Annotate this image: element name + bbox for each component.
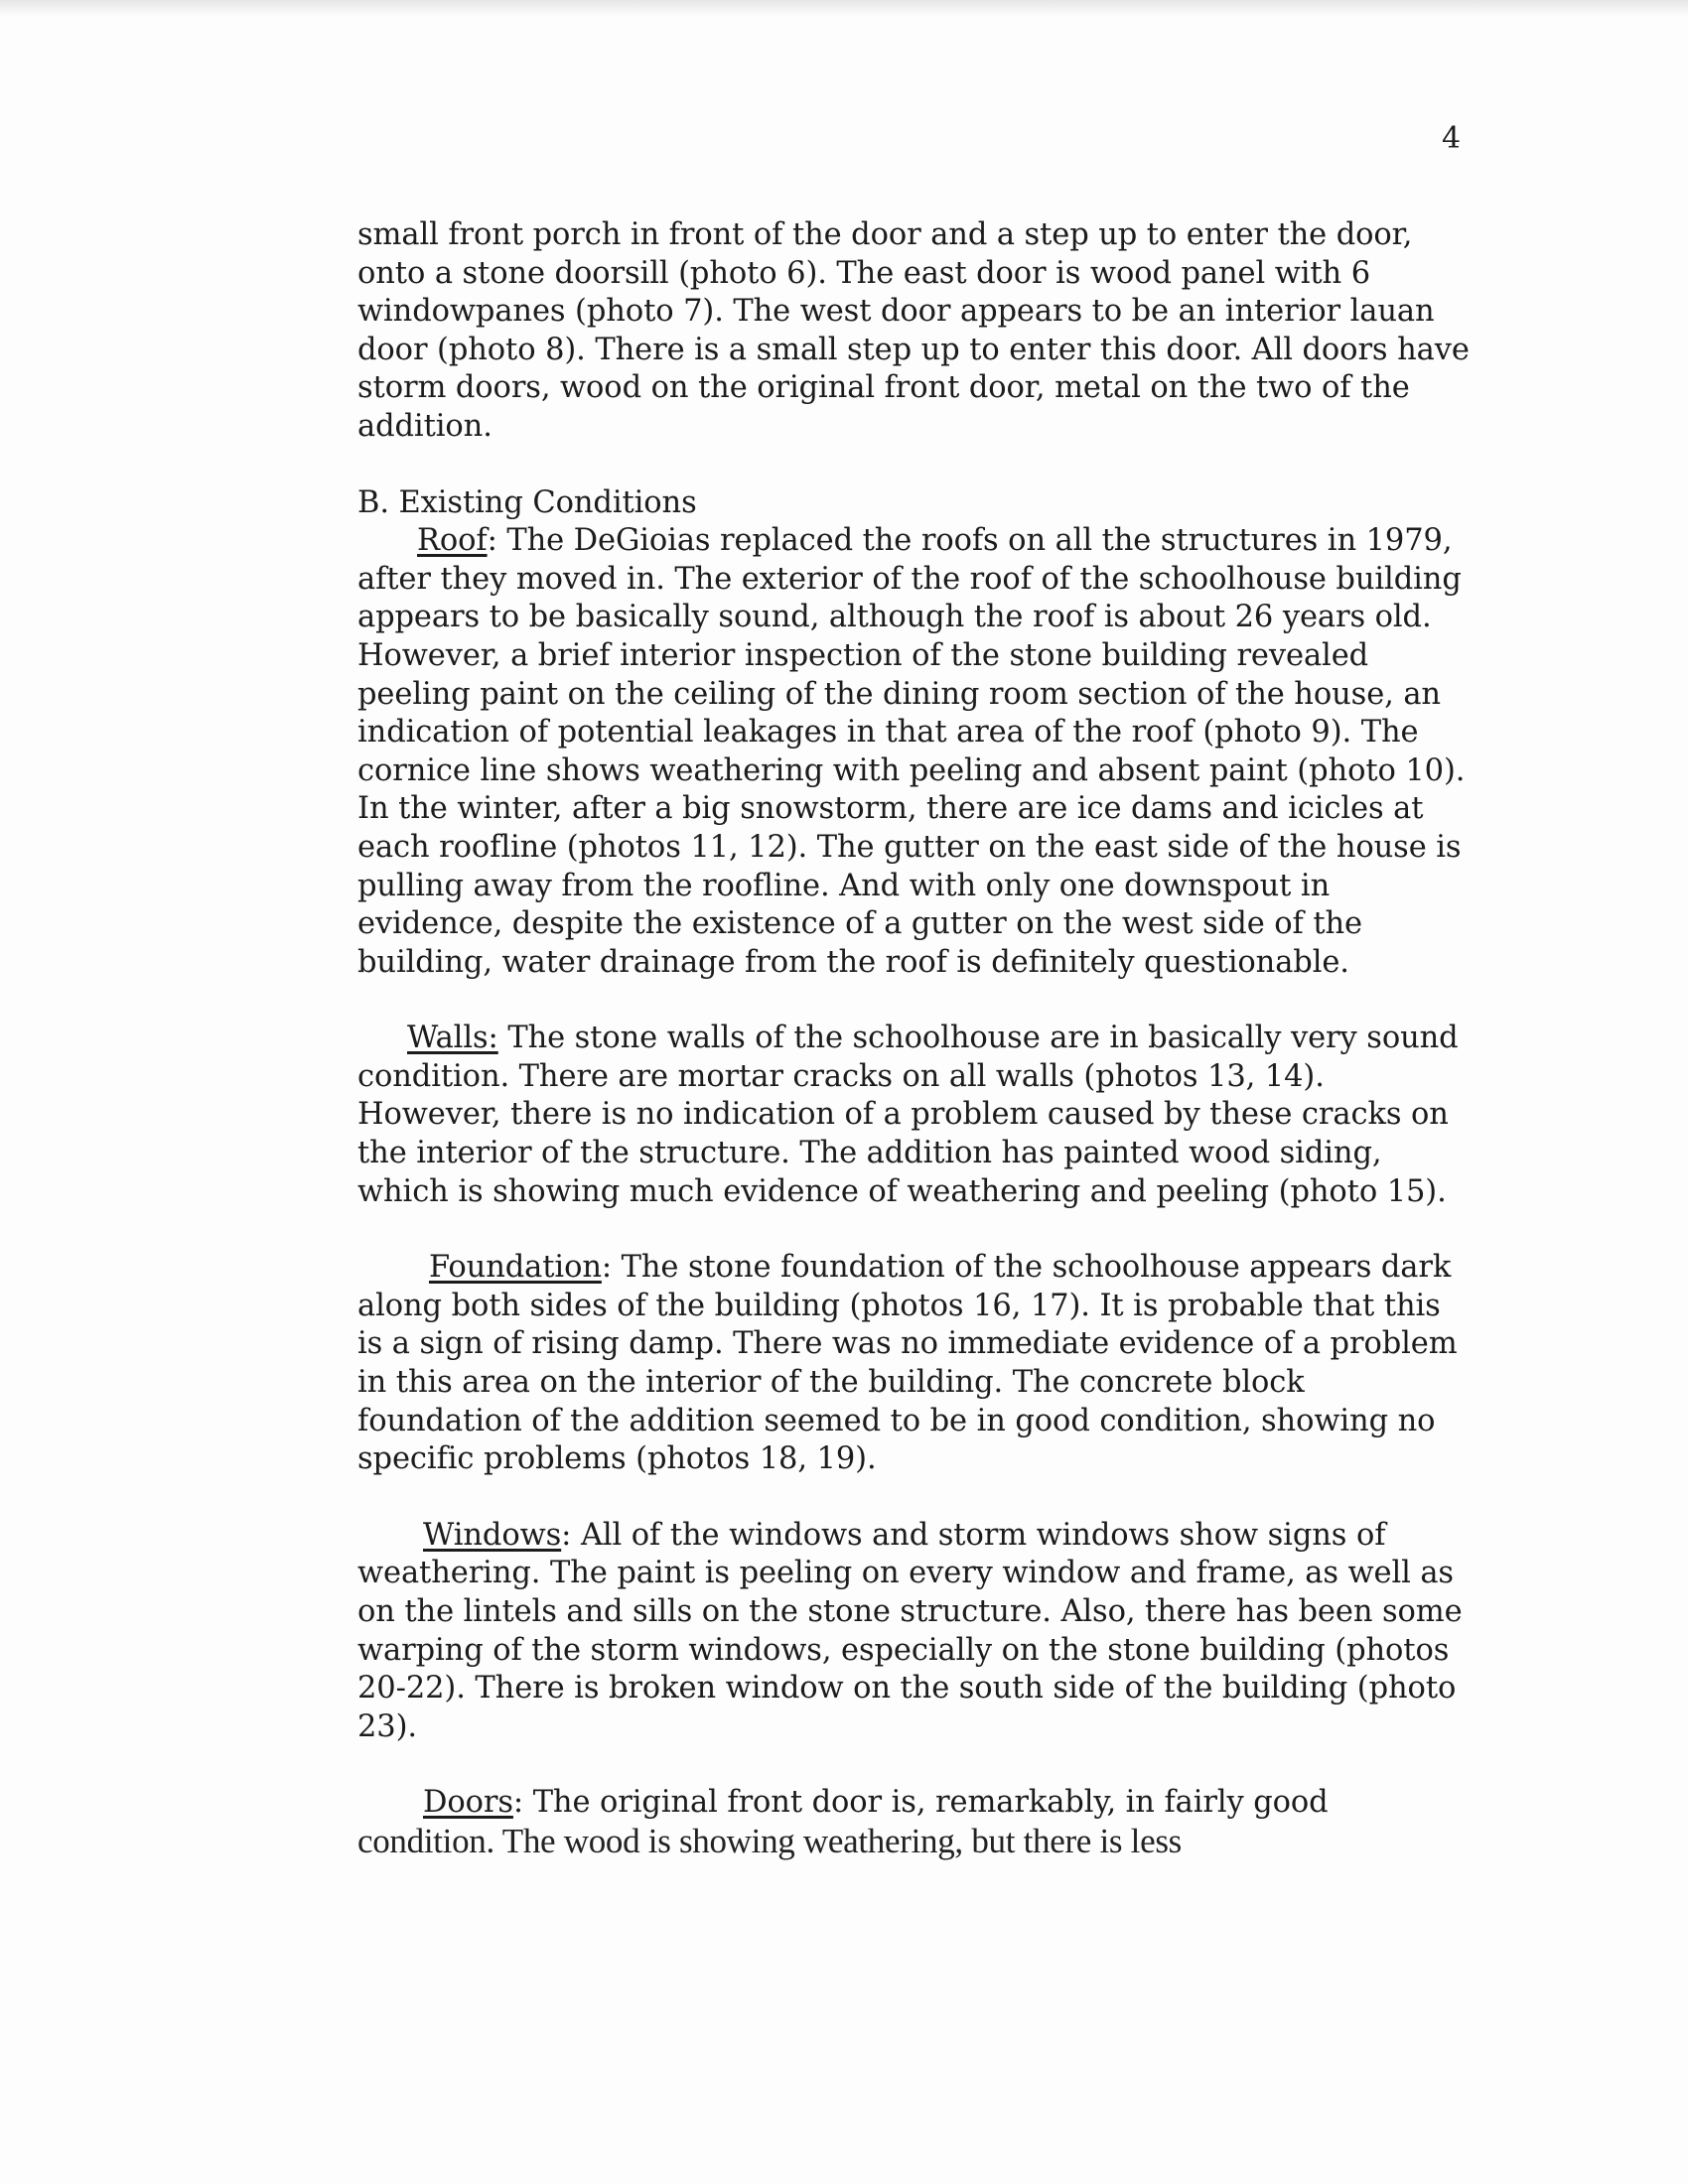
roof-paragraph	[357, 522, 1470, 982]
windows-text: : All of the windows and storm windows show signs of weathering. The paint is peeling on every window and frame, as well as on the lintels and sills on the stone structure. Also, there has been some warping of the storm windows, especially on the stone building (photos 20-22). There is broken window on the south side of the building (photo 23).	[357, 1517, 1463, 1744]
foundation-text: : The stone foundation of the schoolhouse appears dark along both sides of the building (photos 16, 17). It is probable that this is a sign of rising damp. There was no immediate evidence of a problem in this area on the interior of the building. The concrete block foundation of the addition seemed to be in good condition, showing no specific problems (photos 18, 19).	[357, 1250, 1458, 1477]
roof-text: : The DeGioias replaced the roofs on all the structures in 1979, after they moved in. The exterior of the roof of the schoolhouse building appears to be basically sound, although the roof is about 26 years old. However, a brief interior inspection of the stone building revealed peeling paint on the ceiling of the dining room section of the house, an indication of potential leakages in that area of the roof (photo 9). The cornice line shows weathering with peeling and absent paint (photo 10). In the winter, after a big snowstorm, there are ice dams and icicles at each roofline (photos 11, 12). The gutter on the east side of the house is pulling away from the roofline. And with only one downspout in evidence, despite the existence of a gutter on the west side of the building, water drainage from the roof is definitely questionable.	[357, 523, 1466, 980]
scan-edge-shadow	[0, 0, 1688, 16]
intro-paragraph: small front porch in front of the door and a step up to enter the door, onto a stone doorsill (photo 6). The east door is wood panel with 6 windowpanes (photo 7). The west door appears to be an interior lauan door (photo 8). There is a small step up to enter this door. All doors have storm doors, wood on the original front door, metal on the two of the addition.	[357, 217, 1470, 444]
doors-label: Doors	[423, 1785, 513, 1821]
body-text	[357, 216, 1470, 1861]
walls-text: The stone walls of the schoolhouse are in basically very sound condition. There are mortar cracks on all walls (photos 13, 14). However, there is no indication of a problem caused by these cracks on the interior of the structure. The addition has painted wood siding, which is showing much evidence of weathering and peeling (photo 15).	[357, 1021, 1459, 1209]
walls-paragraph	[357, 1020, 1470, 1211]
foundation-label: Foundation	[429, 1250, 602, 1286]
foundation-paragraph	[357, 1249, 1470, 1479]
doors-continuation: condition. The wood is showing weathering, but there is less	[357, 1821, 1182, 1860]
doors-text: : The original front door is, remarkably, in fairly good	[512, 1785, 1329, 1821]
page-number: 4	[1442, 121, 1462, 156]
windows-paragraph	[357, 1517, 1470, 1747]
section-heading: B. Existing Conditions	[357, 484, 697, 520]
windows-label: Windows	[423, 1517, 562, 1553]
roof-label: Roof	[417, 523, 488, 559]
doors-paragraph	[357, 1784, 1470, 1823]
walls-label: Walls:	[407, 1021, 498, 1056]
